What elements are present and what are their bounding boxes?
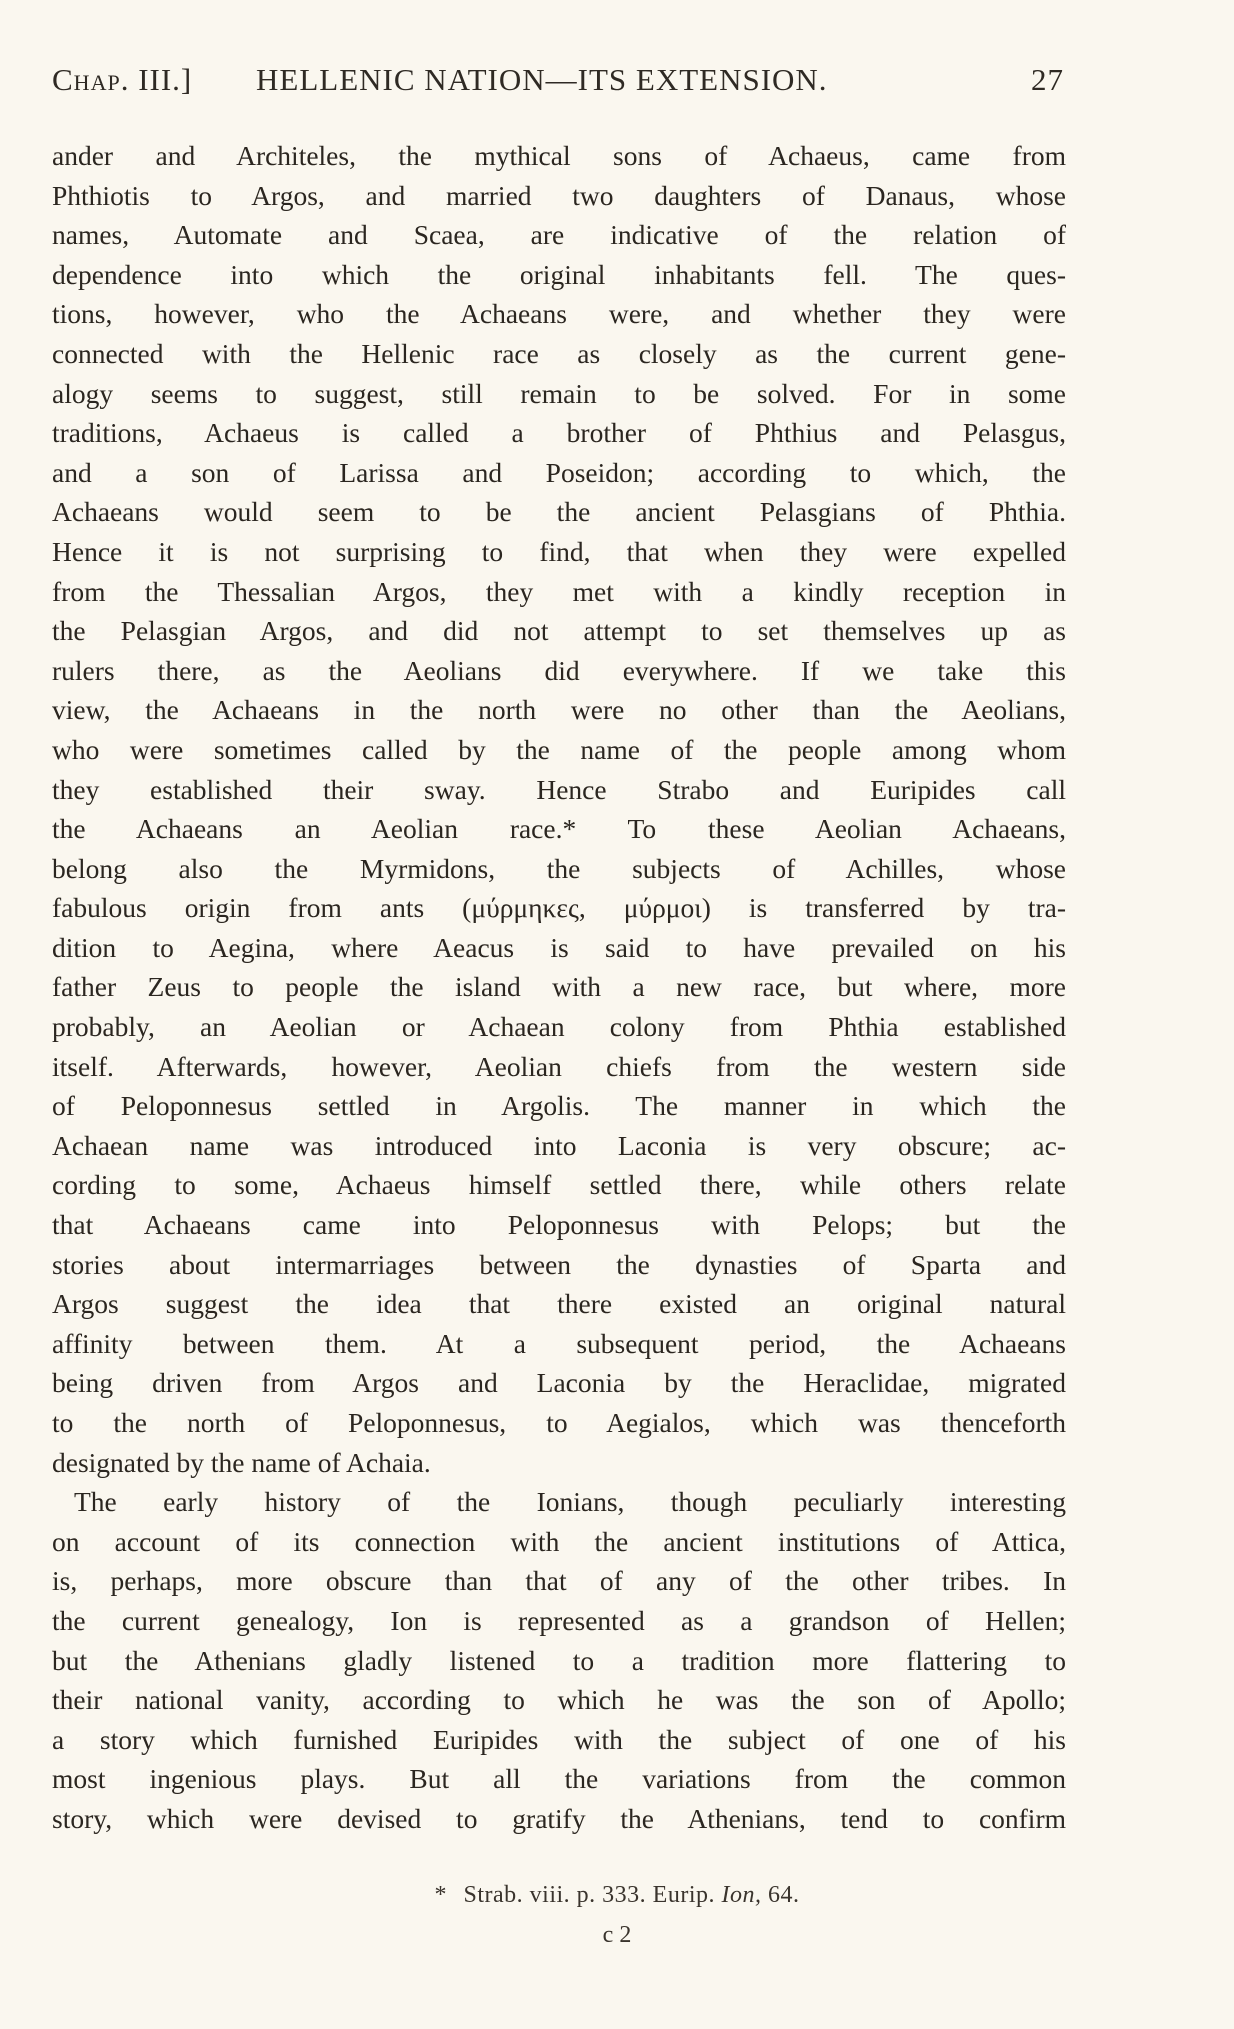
text-line: being driven from Argos and Laconia by the Heraclidae, migrated [52,1367,1066,1399]
text-line: affinity between them. At a subsequent period, the Achaeans [52,1327,1066,1359]
footnote-work-title: Ion, [721,1882,762,1908]
footnote-mark: * [434,1882,447,1908]
text-line: and a son of Larissa and Poseidon; according to which, the [52,456,1066,488]
text-line: names, Automate and Scaea, are indicative of the relation of [52,219,1066,251]
footnote [0,1882,1234,1909]
text-line: belong also the Myrmidons, the subjects of Achilles, whose [52,852,1066,884]
signature-mark: c 2 [602,1922,632,1948]
text-line: ander and Architeles, the mythical sons of Achaeus, came from [52,140,1066,171]
text-line: rulers there, as the Aeolians did everywhere. If we take this [52,654,1066,686]
footnote-citation: Strab. viii. p. 333. Eurip. [463,1882,715,1908]
chapter-reference: Chap. III.] [52,62,193,97]
text-line: Argos suggest the idea that there existed an original natural [52,1288,1066,1320]
text-line: but the Athenians gladly listened to a tradition more flattering to [52,1644,1066,1676]
paragraph-end-line: designated by the name of Achaia. [52,1446,431,1478]
running-head [52,62,1064,102]
text-line: on account of its connection with the ancient institutions of Attica, [52,1525,1066,1557]
text-line: from the Thessalian Argos, they met with a kindly reception in [52,575,1066,607]
page-number: 27 [1031,62,1064,97]
text-line: connected with the Hellenic race as closely as the current gene- [52,337,1066,369]
text-line: Achaean name was introduced into Laconia is very obscure; ac- [52,1129,1066,1161]
text-line: alogy seems to suggest, still remain to be solved. For in some [52,377,1066,409]
text-line: to the north of Peloponnesus, to Aegialos, which was thenceforth [52,1407,1066,1438]
text-line: father Zeus to people the island with a new race, but where, more [52,971,1066,1003]
text-line: a story which furnished Euripides with the subject of one of his [52,1723,1066,1755]
text-line: is, perhaps, more obscure than that of any of the other tribes. In [52,1565,1066,1597]
text-line: stories about intermarriages between the dynasties of Sparta and [52,1248,1066,1280]
text-line: the current genealogy, Ion is represented as a grandson of Hellen; [52,1604,1066,1636]
text-line: Phthiotis to Argos, and married two daughters of Danaus, whose [52,179,1066,211]
text-line: Hence it is not surprising to find, that when they were expelled [52,535,1066,567]
text-line: itself. Afterwards, however, Aeolian chiefs from the western side [52,1050,1066,1082]
text-line: fabulous origin from ants (μύρμηκες, μύρμοι) is transferred by tra- [52,892,1066,924]
text-line: of Peloponnesus settled in Argolis. The manner in which the [52,1090,1066,1122]
text-line: the Achaeans an Aeolian race.* To these Aeolian Achaeans, [52,813,1066,845]
text-line: Achaeans would seem to be the ancient Pelasgians of Phthia. [52,496,1066,528]
text-line: traditions, Achaeus is called a brother of Phthius and Pelasgus, [52,417,1066,449]
text-line: story, which were devised to gratify the Athenians, tend to confirm [52,1802,1066,1834]
text-line: cording to some, Achaeus himself settled there, while others relate [52,1169,1066,1201]
text-line: tions, however, who the Achaeans were, and whether they were [52,298,1066,330]
text-line: view, the Achaeans in the north were no other than the Aeolians, [52,694,1066,726]
text-line: their national vanity, according to which he was the son of Apollo; [52,1684,1066,1716]
running-title: HELLENIC NATION—ITS EXTENSION. [256,62,828,97]
text-line: who were sometimes called by the name of the people among whom [52,733,1066,765]
paragraph-start-line: The early history of the Ionians, though peculiarly interesting [74,1486,1066,1518]
text-line: they established their sway. Hence Strabo and Euripides call [52,773,1066,805]
text-line: most ingenious plays. But all the variations from the common [52,1763,1066,1795]
text-line: dition to Aegina, where Aeacus is said to have prevailed on his [52,931,1066,963]
body-text [52,136,1066,1839]
text-line: the Pelasgian Argos, and did not attempt to set themselves up as [52,615,1066,647]
text-line: dependence into which the original inhabitants fell. The ques- [52,258,1066,290]
text-line: probably, an Aeolian or Achaean colony from Phthia established [52,1011,1066,1043]
text-line: that Achaeans came into Peloponnesus with Pelops; but the [52,1209,1066,1241]
footnote-line-number: 64. [767,1882,800,1908]
